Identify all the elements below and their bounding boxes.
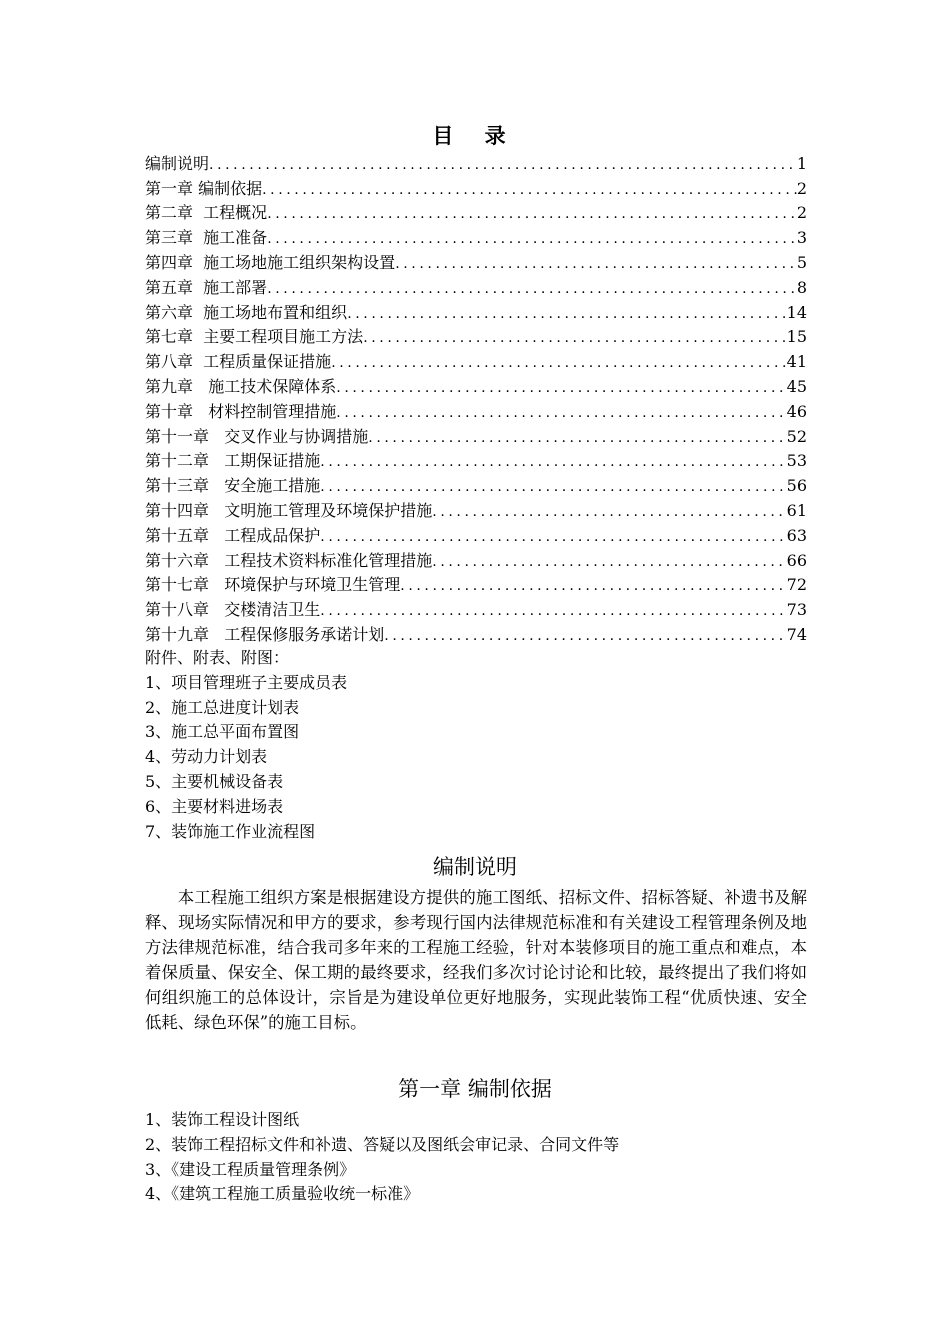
toc-entry[interactable] xyxy=(145,224,807,249)
attachment-item: 4、劳动力计划表 xyxy=(145,747,268,767)
toc-entry-page: 73 xyxy=(786,600,807,620)
toc-entry[interactable] xyxy=(145,423,807,448)
toc-entry[interactable] xyxy=(145,547,807,572)
toc-dot-leader xyxy=(320,601,786,621)
toc-entry-page: 72 xyxy=(786,575,807,595)
basis-item: 2、装饰工程招标文件和补遗、答疑以及图纸会审记录、合同文件等 xyxy=(145,1134,620,1154)
toc-entry-page: 14 xyxy=(786,302,807,322)
toc-entry-page: 63 xyxy=(786,525,807,545)
toc-dot-leader xyxy=(267,279,797,299)
toc-entry-label: 第十二章 工期保证措施 xyxy=(145,451,321,471)
toc-dot-leader xyxy=(384,626,786,646)
toc-dot-leader xyxy=(363,328,786,348)
attachment-item: 6、主要材料进场表 xyxy=(145,796,284,816)
attachment-item: 3、施工总平面布置图 xyxy=(145,722,300,742)
toc-dot-leader xyxy=(320,452,786,472)
toc-dot-leader xyxy=(331,353,786,373)
toc-entry[interactable] xyxy=(145,150,807,175)
toc-entry-label: 第十一章 交叉作业与协调措施 xyxy=(145,426,369,446)
toc-dot-leader xyxy=(432,502,786,522)
toc-entry-label: 第十八章 交楼清洁卫生 xyxy=(145,600,321,620)
toc-entry-page: 56 xyxy=(786,476,807,496)
toc-entry-page: 2 xyxy=(796,178,807,198)
toc-dot-leader xyxy=(347,304,786,324)
table-of-contents xyxy=(145,150,807,646)
toc-entry-page: 61 xyxy=(786,500,807,520)
toc-dot-leader xyxy=(209,155,797,175)
toc-entry[interactable] xyxy=(145,348,807,373)
toc-dot-leader xyxy=(320,527,786,547)
toc-entry[interactable] xyxy=(145,324,807,349)
toc-entry-label: 编制说明 xyxy=(145,153,210,173)
toc-entry[interactable] xyxy=(145,621,807,646)
chapter-one-list xyxy=(145,1108,825,1207)
chapter-one-heading: 第一章 编制依据 xyxy=(398,1077,552,1101)
toc-dot-leader xyxy=(262,180,797,200)
toc-entry-label: 第十章 材料控制管理措施 xyxy=(145,401,337,421)
toc-entry[interactable] xyxy=(145,596,807,621)
toc-entry[interactable] xyxy=(145,274,807,299)
toc-entry-page: 3 xyxy=(796,228,807,248)
toc-dot-leader xyxy=(320,477,786,497)
toc-entry-page: 8 xyxy=(796,277,807,297)
toc-entry[interactable] xyxy=(145,398,807,423)
toc-dot-leader xyxy=(267,229,797,249)
toc-entry[interactable] xyxy=(145,299,807,324)
toc-entry-label: 第十三章 安全施工措施 xyxy=(145,476,321,496)
compilation-note-body: 本工程施工组织方案是根据建设方提供的施工图纸、招标文件、招标答疑、补遗书及解释、现场实际情况和甲方的要求，参考现行国内法律规范标准和有关建设工程管理条例及地方法律规范标准，结合我司多年来的工程施工经验，针对本装修项目的施工重点和难点，本着保质量、保安全、保工期的最终要求，经我们多次讨论讨论和比较，最终提出了我们将如何组织施工的总体设计，宗旨是为建设单位更好地服务，实现此装饰工程“优质快速、安全低耗、绿色环保”的施工目标。 xyxy=(145,888,807,1032)
toc-entry-label: 第五章 施工部署 xyxy=(145,277,268,297)
toc-entry[interactable] xyxy=(145,572,807,597)
toc-entry-label: 第八章 工程质量保证措施 xyxy=(145,352,332,372)
attachment-item: 2、施工总进度计划表 xyxy=(145,697,300,717)
toc-entry[interactable] xyxy=(145,522,807,547)
attachment-item: 7、装饰施工作业流程图 xyxy=(145,821,316,841)
basis-item: 3、《建设工程质量管理条例》 xyxy=(145,1159,356,1179)
toc-dot-leader xyxy=(336,403,786,423)
toc-entry-page: 53 xyxy=(786,451,807,471)
toc-entry-page: 41 xyxy=(786,352,807,372)
compilation-note-heading: 编制说明 xyxy=(433,855,517,879)
toc-entry-label: 第十五章 工程成品保护 xyxy=(145,525,321,545)
toc-entry[interactable] xyxy=(145,373,807,398)
attachment-item: 1、项目管理班子主要成员表 xyxy=(145,672,348,692)
toc-entry[interactable] xyxy=(145,200,807,225)
toc-dot-leader xyxy=(336,378,786,398)
toc-entry-label: 第七章 主要工程项目施工方法 xyxy=(145,327,364,347)
toc-entry-page: 52 xyxy=(786,426,807,446)
basis-item: 1、装饰工程设计图纸 xyxy=(145,1110,300,1129)
toc-entry[interactable] xyxy=(145,448,807,473)
toc-entry[interactable] xyxy=(145,497,807,522)
toc-entry-page: 46 xyxy=(786,401,807,421)
toc-dot-leader xyxy=(267,204,797,224)
toc-entry-page: 1 xyxy=(796,153,807,173)
toc-entry-label: 第十七章 环境保护与环境卫生管理 xyxy=(145,575,401,595)
toc-dot-leader xyxy=(368,428,786,448)
toc-entry-label: 第二章 工程概况 xyxy=(145,203,268,223)
toc-entry-page: 5 xyxy=(796,252,807,272)
toc-entry-label: 第三章 施工准备 xyxy=(145,228,268,248)
toc-entry-label: 第十六章 工程技术资料标准化管理措施 xyxy=(145,550,433,570)
toc-dot-leader xyxy=(400,576,786,596)
toc-entry-page: 15 xyxy=(786,327,807,347)
toc-title: 目 录 xyxy=(432,124,518,148)
attachments-list xyxy=(145,646,825,844)
basis-item: 4、《建筑工程施工质量验收统一标准》 xyxy=(145,1184,420,1204)
toc-dot-leader xyxy=(395,254,797,274)
toc-entry-page: 74 xyxy=(786,624,807,644)
toc-entry-label: 第一章 编制依据 xyxy=(145,178,263,198)
toc-entry-label: 第九章 施工技术保障体系 xyxy=(145,376,337,396)
toc-entry-label: 第四章 施工场地施工组织架构设置 xyxy=(145,252,396,272)
toc-entry[interactable] xyxy=(145,249,807,274)
toc-entry[interactable] xyxy=(145,175,807,200)
attachment-item: 5、主要机械设备表 xyxy=(145,771,284,791)
toc-entry-page: 2 xyxy=(796,203,807,223)
toc-entry-page: 45 xyxy=(786,376,807,396)
attachments-heading: 附件、附表、附图： xyxy=(145,648,290,667)
toc-entry[interactable] xyxy=(145,472,807,497)
toc-dot-leader xyxy=(432,552,786,572)
toc-entry-label: 第十四章 文明施工管理及环境保护措施 xyxy=(145,500,433,520)
toc-entry-page: 66 xyxy=(786,550,807,570)
toc-entry-label: 第六章 施工场地布置和组织 xyxy=(145,302,348,322)
toc-entry-label: 第十九章 工程保修服务承诺计划 xyxy=(145,624,385,644)
